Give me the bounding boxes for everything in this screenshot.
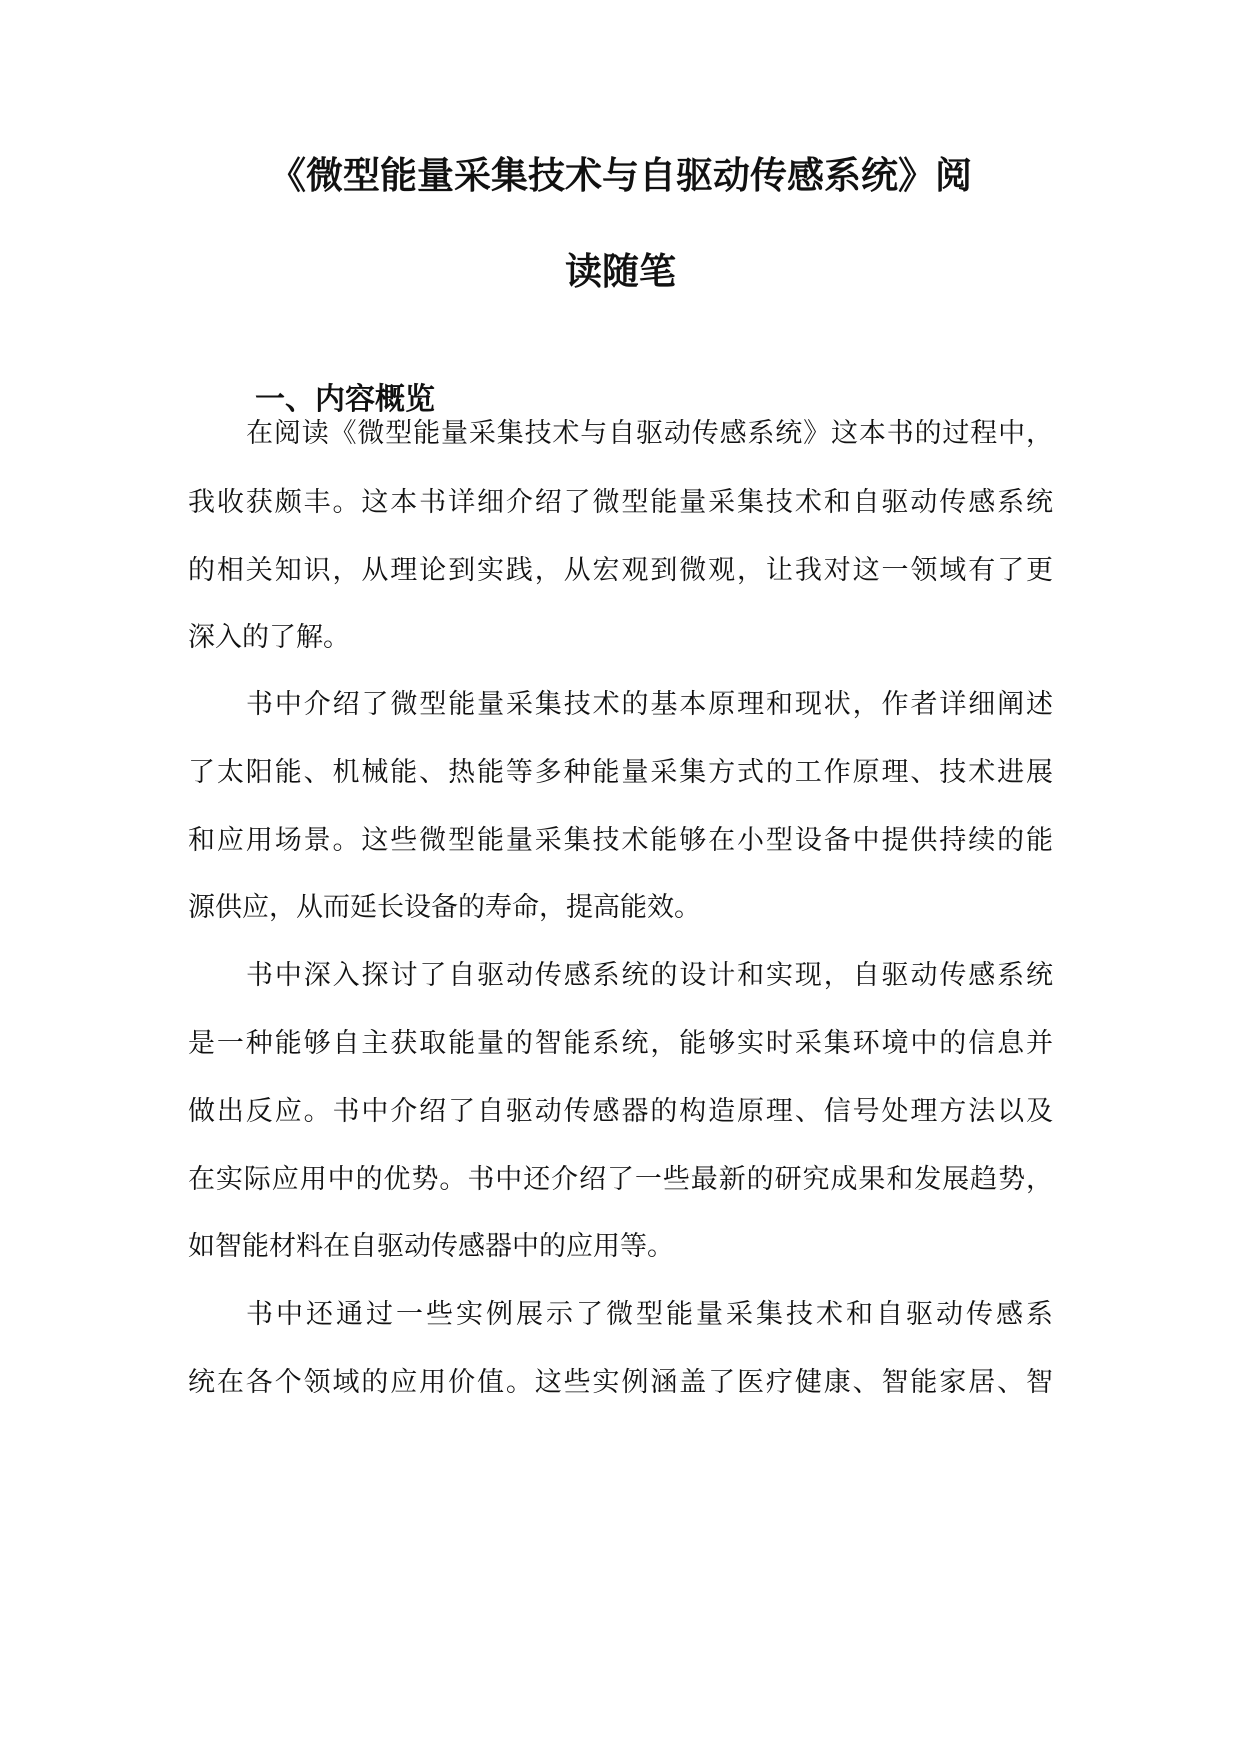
- paragraph-2-line-3: 和应用场景。这些微型能量采集技术能够在小型设备中提供持续的能: [188, 825, 1053, 856]
- paragraph-3-line-4: 在实际应用中的优势。书中还介绍了一些最新的研究成果和发展趋势，: [188, 1164, 1053, 1195]
- paragraph-3-line-2: 是一种能够自主获取能量的智能系统，能够实时采集环境中的信息并: [188, 1028, 1053, 1059]
- paragraph-4-line-1: 书中还通过一些实例展示了微型能量采集技术和自驱动传感系: [246, 1299, 1053, 1330]
- paragraph-1-line-1: 在阅读《微型能量采集技术与自驱动传感系统》这本书的过程中，: [246, 418, 1053, 449]
- paragraph-1-line-2: 我收获颇丰。这本书详细介绍了微型能量采集技术和自驱动传感系统: [188, 487, 1053, 518]
- paragraph-1-line-4: 深入的了解。: [188, 622, 350, 653]
- paragraph-3-line-3: 做出反应。书中介绍了自驱动传感器的构造原理、信号处理方法以及: [188, 1096, 1053, 1127]
- document-title-line-2: 读随笔: [565, 250, 676, 293]
- document-title-line-1: 《微型能量采集技术与自驱动传感系统》阅: [269, 154, 972, 197]
- paragraph-4-line-2: 统在各个领域的应用价值。这些实例涵盖了医疗健康、智能家居、智: [188, 1367, 1053, 1398]
- paragraph-3-line-1: 书中深入探讨了自驱动传感系统的设计和实现，自驱动传感系统: [246, 960, 1053, 991]
- paragraph-1-line-3: 的相关知识，从理论到实践，从宏观到微观，让我对这一领域有了更: [188, 555, 1053, 586]
- paragraph-2-line-4: 源供应，从而延长设备的寿命，提高能效。: [188, 892, 701, 923]
- section-heading: 一、内容概览: [255, 382, 435, 417]
- paragraph-2-line-1: 书中介绍了微型能量采集技术的基本原理和现状，作者详细阐述: [246, 689, 1053, 720]
- paragraph-3-line-5: 如智能材料在自驱动传感器中的应用等。: [188, 1231, 674, 1262]
- paragraph-2-line-2: 了太阳能、机械能、热能等多种能量采集方式的工作原理、技术进展: [188, 757, 1053, 788]
